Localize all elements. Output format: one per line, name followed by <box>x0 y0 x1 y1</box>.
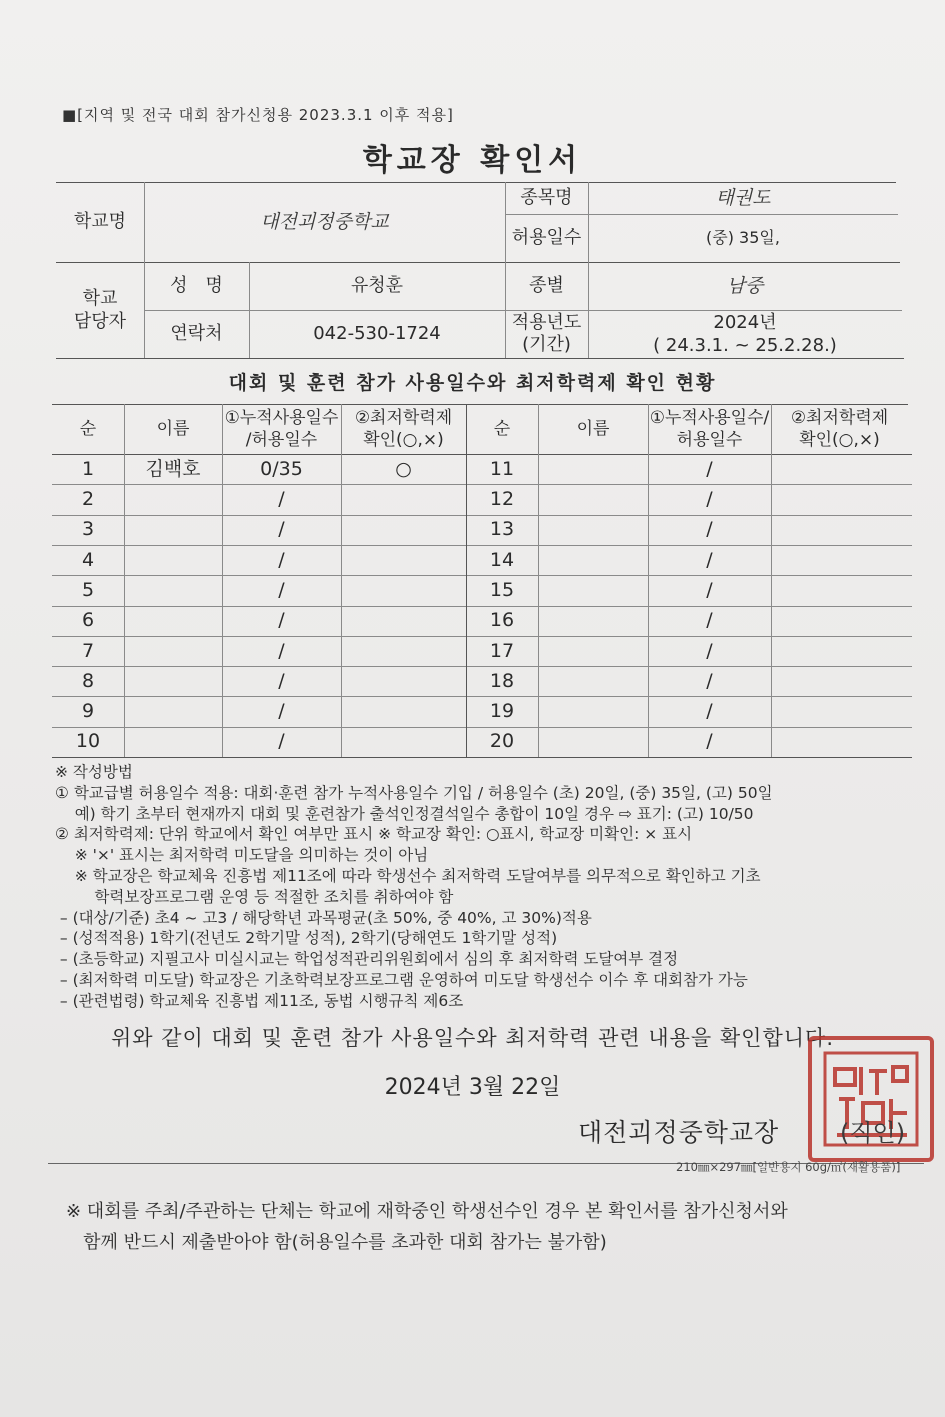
school-name-value: 대전괴정중학교 <box>260 210 389 233</box>
sport-label: 종목명 <box>520 187 573 209</box>
table-cell-no: 4 <box>81 548 95 571</box>
instruction-line: 학력보장프로그램 운영 등 적절한 조치를 취하여야 함 <box>55 887 454 906</box>
instruction-line: – (초등학교) 지필고사 미실시교는 학업성적관리위원회에서 심의 후 최저학력 도달여부 결정 <box>55 950 679 969</box>
manager-name-label: 성 명 <box>170 275 223 297</box>
table-cell-no: 15 <box>489 578 515 601</box>
manager-label: 학교 담당자 <box>73 287 127 332</box>
table-cell-days: / <box>278 700 285 723</box>
table-cell-check <box>341 696 466 726</box>
table-cell-days: / <box>278 548 285 571</box>
table-cell-check <box>771 606 908 636</box>
table-cell-check <box>341 515 466 545</box>
table-cell-name <box>538 727 648 757</box>
table-cell-check <box>771 454 908 484</box>
table-cell-check <box>341 666 466 696</box>
table-cell-check <box>771 636 908 666</box>
table-cell-name <box>124 696 222 726</box>
table-cell-name <box>124 545 222 575</box>
table-cell-name <box>538 666 648 696</box>
table-cell-days: / <box>706 518 713 541</box>
table-cell-days: / <box>278 639 285 662</box>
table-header-name: 이름 <box>576 418 610 439</box>
table-header-days: ①누적사용일수 /허용일수 <box>224 407 339 450</box>
table-cell-no: 18 <box>489 669 515 692</box>
document-title: 학교장 확인서 <box>362 143 583 178</box>
table-cell-no: 9 <box>81 700 95 723</box>
table-cell-no: 17 <box>489 639 515 662</box>
manager-name-value: 유청훈 <box>350 275 404 297</box>
table-cell-name <box>538 575 648 605</box>
status-section-title: 대회 및 훈련 참가 사용일수와 최저학력제 확인 현황 <box>228 372 717 394</box>
table-cell-no: 2 <box>81 488 95 511</box>
instruction-line: ② 최저학력제: 단위 학교에서 확인 여부만 표시 ※ 학교장 확인: ○표시, 학교장 미확인: × 표시 <box>55 825 693 844</box>
table-cell-name <box>538 454 648 484</box>
table-cell-check <box>771 515 908 545</box>
table-cell-no: 10 <box>75 730 101 753</box>
notice-line: ※ 대회를 주최/주관하는 단체는 학교에 재학중인 학생선수인 경우 본 확인서를 참가신청서와 <box>66 1201 788 1222</box>
instruction-line: 예) 학기 초부터 현재까지 대회 및 훈련참가 출석인정결석일수 총합이 10일 경우 ⇨ 표기: (고) 10/50 <box>55 804 754 823</box>
table-cell-no: 8 <box>81 669 95 692</box>
table-cell-no: 3 <box>81 518 95 541</box>
table-cell-name <box>538 515 648 545</box>
instruction-line: ※ 작성방법 <box>55 763 133 781</box>
table-cell-no: 1 <box>81 457 95 480</box>
table-cell-no: 14 <box>489 548 515 571</box>
table-cell-days: 0/35 <box>260 457 303 480</box>
seal-label: (직인) <box>840 1119 906 1147</box>
table-cell-name <box>538 606 648 636</box>
table-cell-check <box>771 696 908 726</box>
table-cell-check <box>771 545 908 575</box>
table-cell-days: / <box>706 730 713 753</box>
table-header-no: 순 <box>493 418 511 439</box>
issue-date: 2024년 3월 22일 <box>384 1075 561 1100</box>
table-cell-no: 13 <box>489 518 515 541</box>
table-cell-no: 6 <box>81 609 95 632</box>
table-cell-days: / <box>706 609 713 632</box>
table-header-check: ②최저학력제 확인(○,×) <box>790 407 889 450</box>
school-name-label: 학교명 <box>73 211 127 233</box>
table-cell-days: / <box>706 488 713 511</box>
applied-year-label: 적용년도 (기간) <box>511 312 582 355</box>
table-cell-check <box>341 545 466 575</box>
table-cell-days: / <box>706 639 713 662</box>
table-cell-days: / <box>278 488 285 511</box>
table-cell-days: / <box>278 669 285 692</box>
table-header-name: 이름 <box>156 418 190 439</box>
table-cell-name <box>124 606 222 636</box>
table-cell-no: 16 <box>489 609 515 632</box>
applied-year-value: 2024년 <box>713 312 777 334</box>
table-cell-days: / <box>706 548 713 571</box>
category-label: 종별 <box>529 275 564 297</box>
instruction-line: – (관련법령) 학교체육 진흥법 제11조, 동법 시행규칙 제6조 <box>55 991 464 1010</box>
contact-value: 042-530-1724 <box>313 323 441 345</box>
table-header-days: ①누적사용일수/ 허용일수 <box>649 407 770 450</box>
table-cell-name <box>124 636 222 666</box>
table-cell-name <box>124 575 222 605</box>
table-cell-check <box>341 727 466 757</box>
table-cell-check <box>771 484 908 514</box>
table-cell-days: / <box>706 700 713 723</box>
notice-line: 함께 반드시 제출받아야 함(허용일수를 초과한 대회 참가는 불가함) <box>66 1232 607 1253</box>
table-cell-check <box>341 606 466 636</box>
instruction-line: ※ '×' 표시는 최저학력 미도달을 의미하는 것이 아님 <box>55 846 429 865</box>
table-cell-days: / <box>706 578 713 601</box>
table-cell-name: 김백호 <box>145 457 201 480</box>
table-header-check: ②최저학력제 확인(○,×) <box>354 407 453 450</box>
principal-name: 대전괴정중학교장 <box>578 1118 780 1147</box>
table-header-no: 순 <box>79 418 97 439</box>
table-cell-days: / <box>706 669 713 692</box>
table-cell-check <box>771 575 908 605</box>
table-cell-name <box>124 484 222 514</box>
allowed-days-label: 허용일수 <box>511 227 582 249</box>
sport-value: 태권도 <box>715 186 771 209</box>
table-cell-no: 11 <box>489 457 515 480</box>
table-cell-check: ○ <box>395 457 412 480</box>
submission-notice <box>66 1196 788 1258</box>
form-usage-note: ■[지역 및 전국 대회 참가신청용 2023.3.1 이후 적용] <box>62 106 454 124</box>
table-cell-days: / <box>278 730 285 753</box>
contact-label: 연락처 <box>170 323 223 345</box>
table-cell-name <box>124 515 222 545</box>
table-cell-check <box>341 636 466 666</box>
table-cell-name <box>538 696 648 726</box>
applied-period-value: ( 24.3.1. ~ 25.2.28.) <box>653 335 837 357</box>
table-cell-no: 20 <box>489 730 515 753</box>
table-cell-check <box>341 575 466 605</box>
table-cell-name <box>538 484 648 514</box>
allowed-days-value: (중) 35일, <box>706 227 780 247</box>
table-cell-name <box>124 666 222 696</box>
table-cell-days: / <box>278 518 285 541</box>
table-cell-check <box>771 727 908 757</box>
table-cell-days: / <box>706 457 713 480</box>
table-cell-no: 5 <box>81 578 95 601</box>
table-cell-name <box>538 636 648 666</box>
confirmation-statement: 위와 같이 대회 및 훈련 참가 사용일수와 최저학력 관련 내용을 확인합니다. <box>110 1026 834 1050</box>
table-cell-name <box>124 727 222 757</box>
table-cell-no: 12 <box>489 488 515 511</box>
table-cell-check <box>341 484 466 514</box>
table-cell-days: / <box>278 578 285 601</box>
table-cell-name <box>538 545 648 575</box>
instruction-line: – (최저학력 미도달) 학교장은 기초학력보장프로그램 운영하여 미도달 학생선수 이수 후 대회참가 가능 <box>55 970 748 989</box>
instruction-line: ① 학교급별 허용일수 적용: 대회·훈련 참가 누적사용일수 기입 / 허용일수 (초) 20일, (중) 35일, (고) 50일 <box>55 783 773 802</box>
instruction-line: – (대상/기준) 초4 ~ 고3 / 해당학년 과목평균(초 50%, 중 40%, 고 30%)적용 <box>55 908 592 927</box>
table-cell-days: / <box>278 609 285 632</box>
instruction-line: – (성적적용) 1학기(전년도 2학기말 성적), 2학기(당해연도 1학기말 성적) <box>55 929 558 948</box>
writing-instructions <box>55 762 935 1012</box>
table-cell-check <box>771 666 908 696</box>
table-cell-no: 7 <box>81 639 95 662</box>
table-cell-no: 19 <box>489 700 515 723</box>
paper-spec: 210㎜×297㎜[일반용지 60g/㎡(재활용품)] <box>676 1160 901 1174</box>
category-value: 남중 <box>726 274 764 297</box>
instruction-line: ※ 학교장은 학교체육 진흥법 제11조에 따라 학생선수 최저학력 도달여부를 의무적으로 확인하고 기초 <box>55 866 761 885</box>
